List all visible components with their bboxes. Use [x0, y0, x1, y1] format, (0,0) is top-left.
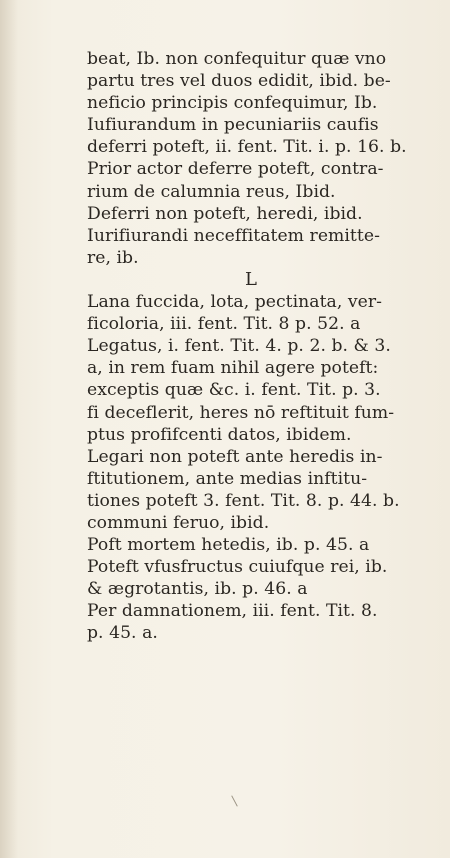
text-line: p. 45. a.	[87, 623, 158, 644]
text-line: partu tres vel duos edidit, ibid. be-	[87, 71, 391, 92]
text-line: fi deceflerit, heres nō reftituit fum-	[87, 402, 395, 423]
text-line: Poteft vfusfructus cuiufque rei, ib.	[87, 557, 388, 578]
text-line: & ægrotantis, ib. p. 46. a	[87, 579, 308, 600]
text-line: tiones poteft 3. fent. Tit. 8. p. 44. b.	[87, 490, 400, 511]
text-line: Prior actor deferre poteft, contra-	[87, 159, 384, 180]
text-line: Iurifiurandi neceffitatem remitte-	[87, 225, 380, 246]
text-line: a, in rem fuam nihil agere poteft:	[87, 358, 379, 379]
text-line: exceptis quæ &c. i. fent. Tit. p. 3.	[87, 380, 381, 401]
text-line: Legatus, i. fent. Tit. 4. p. 2. b. & 3.	[87, 336, 391, 357]
ink-stroke-mark	[231, 795, 238, 806]
text-line: beat, Ib. non confequitur quæ vno	[87, 49, 387, 69]
text-line: ficoloria, iii. fent. Tit. 8 p. 52. a	[87, 314, 361, 335]
text-line: neficio principis confequimur, Ib.	[87, 93, 378, 114]
page-gutter-shadow	[0, 0, 18, 858]
text-line: Deferri non poteft, heredi, ibid.	[87, 203, 363, 224]
text-line: Iufiurandum in pecuniariis caufis	[87, 115, 379, 136]
text-line: rium de calumnia reus, Ibid.	[87, 181, 336, 202]
text-line: deferri poteft, ii. fent. Tit. i. p. 16. b.	[87, 137, 407, 158]
index-text-block	[87, 48, 417, 645]
section-letter-heading: L	[245, 268, 259, 290]
text-line: Per damnationem, iii. fent. Tit. 8.	[87, 601, 378, 622]
text-line: ptus profifcenti datos, ibidem.	[87, 424, 352, 445]
text-line: ftitutionem, ante medias inftitu-	[87, 468, 368, 489]
text-line: communi feruo, ibid.	[87, 512, 270, 533]
text-line: re, ib.	[87, 247, 139, 268]
text-line: Poft mortem hetedis, ib. p. 45. a	[87, 535, 370, 556]
text-line: Legari non poteft ante heredis in-	[87, 446, 383, 467]
text-line: Lana fuccida, lota, pectinata, ver-	[87, 292, 382, 313]
